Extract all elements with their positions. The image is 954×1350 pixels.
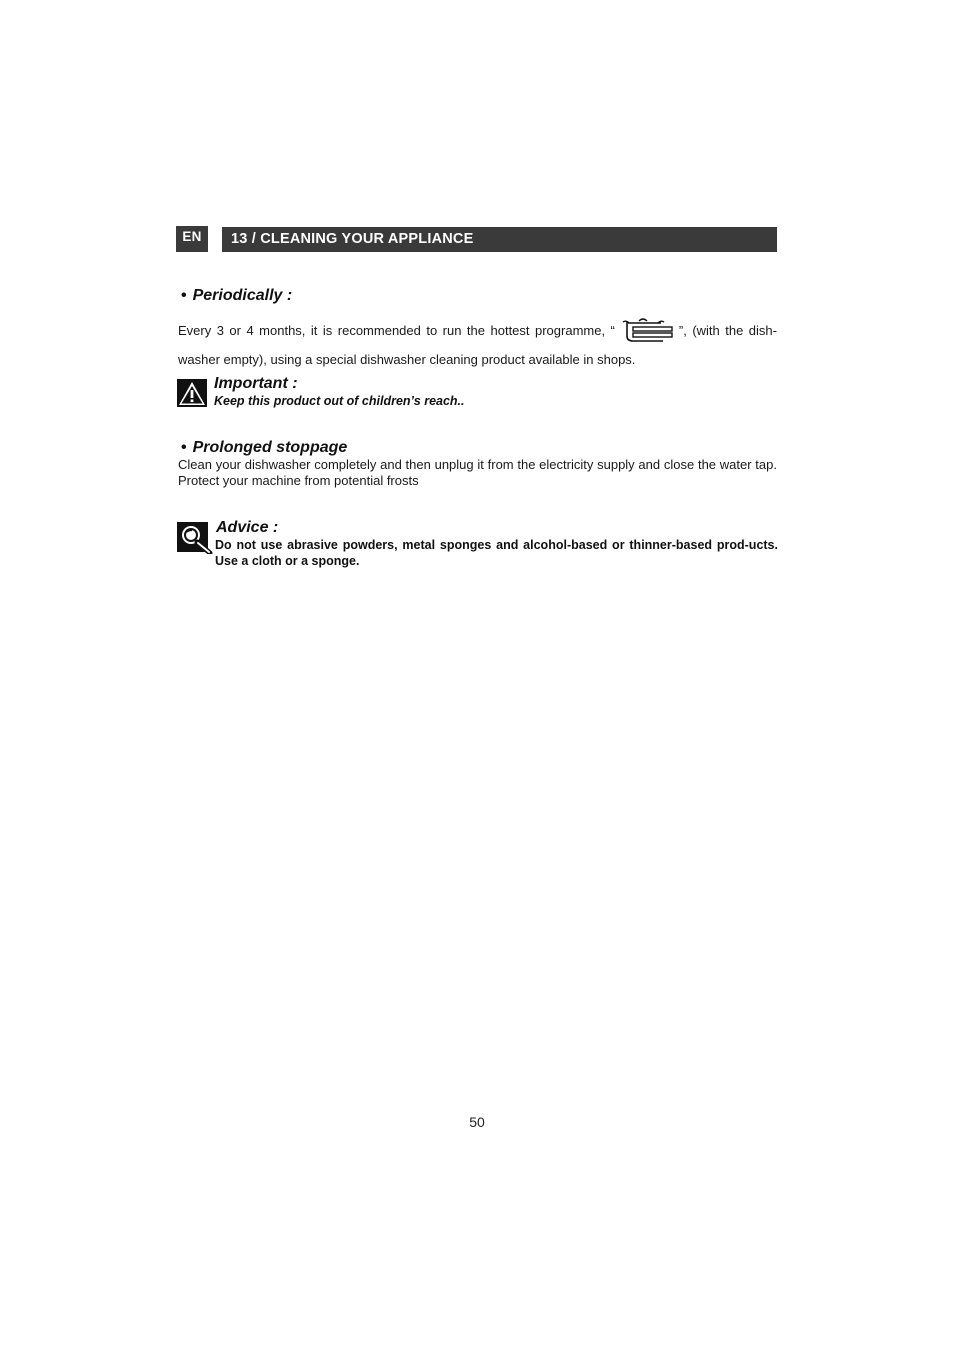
warning-icon	[177, 379, 207, 412]
page-number: 50	[469, 1114, 485, 1130]
bullet-icon: •	[181, 439, 187, 456]
periodically-paragraph	[178, 317, 777, 370]
pots-programme-icon	[621, 317, 675, 349]
prolonged-paragraph: Clean your dishwasher completely and then unplug it from the electricity supply and close the water tap. Protect your machine from potential frosts	[178, 457, 777, 488]
advice-body-text: Do not use abrasive powders, metal sponges and alcohol-based or thinner-based prod-ucts. Use a cloth or a sponge.	[215, 538, 778, 568]
bullet-icon: •	[181, 287, 187, 304]
section-title: 13 / CLEANING YOUR APPLIANCE	[222, 227, 777, 252]
periodically-text-after: ”, (with the dish-washer empty), using a special dishwasher cleaning product available in shops.	[178, 323, 777, 367]
important-body: Keep this product out of children’s reach..	[214, 394, 465, 408]
periodically-heading-text: Periodically :	[192, 287, 293, 304]
advice-body	[178, 537, 778, 569]
language-badge: EN	[176, 226, 208, 252]
advice-icon-spacer	[178, 537, 215, 569]
advice-title: Advice :	[216, 519, 279, 536]
periodically-text-before: Every 3 or 4 months, it is recommended to run the hottest programme, “	[178, 323, 615, 338]
prolonged-heading	[181, 439, 347, 457]
periodically-heading	[181, 287, 292, 305]
important-title: Important :	[214, 375, 298, 392]
prolonged-heading-text: Prolonged stoppage	[192, 439, 348, 456]
